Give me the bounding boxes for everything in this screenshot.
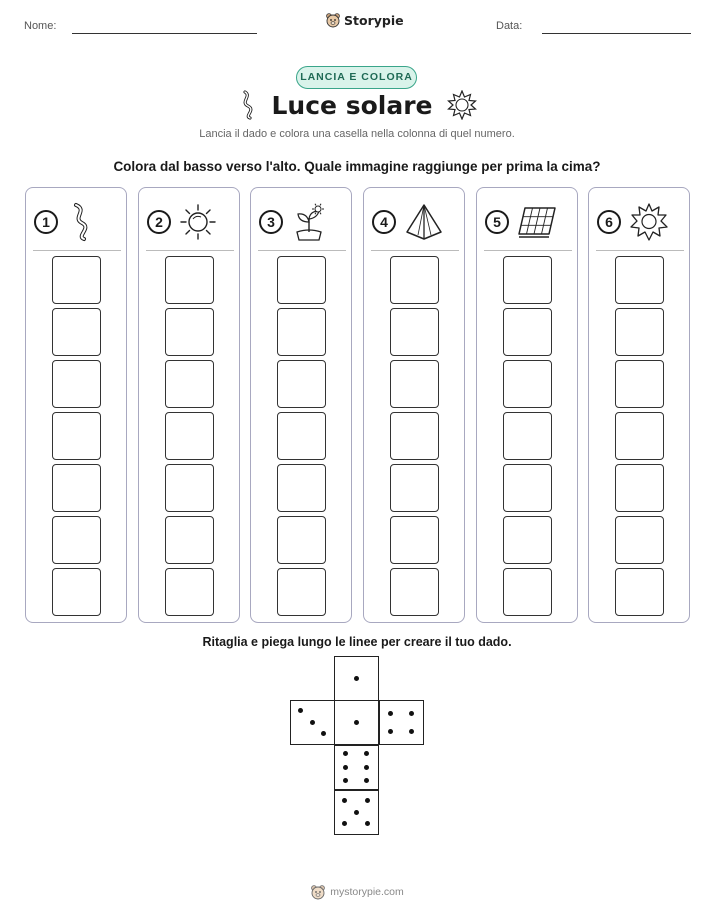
brand-logo: [325, 12, 404, 28]
color-box[interactable]: [165, 256, 214, 304]
color-box[interactable]: [390, 464, 439, 512]
dice-pip: [409, 711, 414, 716]
sprout-icon: [291, 202, 327, 242]
color-box[interactable]: [165, 360, 214, 408]
color-box[interactable]: [615, 516, 664, 564]
column-divider: [596, 250, 684, 251]
title-row: [0, 90, 714, 120]
color-box[interactable]: [503, 464, 552, 512]
column-header: [34, 202, 120, 242]
color-box[interactable]: [277, 308, 326, 356]
cut-instruction: Ritaglia e piega lungo le linee per creare il tuo dado.: [202, 635, 512, 649]
footer-site: mystorypie.com: [330, 886, 404, 898]
activity-tag: LANCIA E COLORA: [296, 66, 417, 89]
color-box[interactable]: [503, 516, 552, 564]
column-header: [485, 202, 571, 242]
column-number: 4: [372, 210, 396, 234]
color-box[interactable]: [52, 256, 101, 304]
color-box[interactable]: [615, 464, 664, 512]
color-box[interactable]: [615, 568, 664, 616]
color-box[interactable]: [503, 308, 552, 356]
column-header: [597, 202, 683, 242]
dice-pip: [365, 821, 370, 826]
column-number: 3: [259, 210, 283, 234]
color-box[interactable]: [390, 516, 439, 564]
color-box[interactable]: [615, 360, 664, 408]
color-box[interactable]: [390, 256, 439, 304]
dice-pip: [342, 798, 347, 803]
color-box[interactable]: [503, 256, 552, 304]
sun-spiky-icon: [629, 202, 669, 242]
column-number: 5: [485, 210, 509, 234]
column-5: [476, 187, 578, 623]
column-divider: [258, 250, 346, 251]
column-2: [138, 187, 240, 623]
column-divider: [33, 250, 121, 251]
name-label: Nome:: [24, 20, 57, 32]
dice-face-3: [290, 700, 335, 745]
color-box[interactable]: [615, 256, 664, 304]
dice-pip: [364, 751, 369, 756]
brand-name: Storypie: [344, 12, 404, 28]
dice-face-1: [334, 656, 379, 701]
dice-pip: [354, 810, 359, 815]
color-box[interactable]: [390, 568, 439, 616]
color-box[interactable]: [277, 568, 326, 616]
color-box[interactable]: [390, 412, 439, 460]
color-box[interactable]: [165, 412, 214, 460]
column-header: [147, 202, 233, 242]
solar-panel-icon: [517, 204, 557, 240]
dice-pip: [342, 821, 347, 826]
column-1: [25, 187, 127, 623]
instruction: Colora dal basso verso l'alto. Quale immagine raggiunge per prima la cima?: [113, 159, 601, 174]
sun-icon: [179, 203, 217, 241]
pyramid-icon: [404, 202, 444, 242]
page-title: Luce solare: [271, 90, 433, 120]
color-box[interactable]: [277, 412, 326, 460]
color-box[interactable]: [503, 360, 552, 408]
color-box[interactable]: [52, 360, 101, 408]
dice-face-4: [379, 700, 424, 745]
column-divider: [484, 250, 572, 251]
dice-pip: [364, 778, 369, 783]
dice-pip: [310, 720, 315, 725]
color-box[interactable]: [52, 412, 101, 460]
dice-pip: [364, 765, 369, 770]
color-box[interactable]: [615, 412, 664, 460]
color-box[interactable]: [165, 464, 214, 512]
worm-icon: [66, 202, 96, 242]
column-3: [250, 187, 352, 623]
dice-face-5: [334, 790, 379, 835]
color-box[interactable]: [52, 568, 101, 616]
dice-pip: [343, 751, 348, 756]
color-box[interactable]: [390, 360, 439, 408]
color-box[interactable]: [390, 308, 439, 356]
color-box[interactable]: [277, 516, 326, 564]
dice-pip: [365, 798, 370, 803]
color-box[interactable]: [503, 412, 552, 460]
color-box[interactable]: [503, 568, 552, 616]
dice-pip: [343, 778, 348, 783]
color-box[interactable]: [52, 516, 101, 564]
column-header: [372, 202, 458, 242]
color-box[interactable]: [277, 256, 326, 304]
color-box[interactable]: [165, 308, 214, 356]
color-box[interactable]: [615, 308, 664, 356]
color-box[interactable]: [165, 568, 214, 616]
dice-pip: [298, 708, 303, 713]
column-number: 2: [147, 210, 171, 234]
date-line[interactable]: [542, 33, 691, 34]
column-6: [588, 187, 690, 623]
column-divider: [146, 250, 234, 251]
color-box[interactable]: [52, 308, 101, 356]
name-line[interactable]: [72, 33, 257, 34]
column-divider: [371, 250, 459, 251]
column-number: 6: [597, 210, 621, 234]
dice-face-6: [334, 745, 379, 790]
color-box[interactable]: [277, 360, 326, 408]
dice-pip: [343, 765, 348, 770]
dice-pip: [354, 720, 359, 725]
dice-pip: [354, 676, 359, 681]
date-label: Data:: [496, 20, 523, 32]
color-box[interactable]: [165, 516, 214, 564]
bear-logo-icon: [325, 12, 341, 28]
color-box[interactable]: [277, 464, 326, 512]
dice-pip: [388, 711, 393, 716]
column-4: [363, 187, 465, 623]
dice-pip: [321, 731, 326, 736]
color-box[interactable]: [52, 464, 101, 512]
column-number: 1: [34, 210, 58, 234]
bear-logo-icon: [310, 884, 326, 900]
sun-spiky-icon: [447, 90, 477, 120]
column-header: [259, 202, 345, 242]
dice-pip: [409, 729, 414, 734]
worm-icon: [238, 90, 258, 120]
footer: [0, 884, 714, 900]
dice-pip: [388, 729, 393, 734]
subtitle: Lancia il dado e colora una casella nella colonna di quel numero.: [199, 128, 515, 140]
dice-face-1: [334, 700, 379, 745]
